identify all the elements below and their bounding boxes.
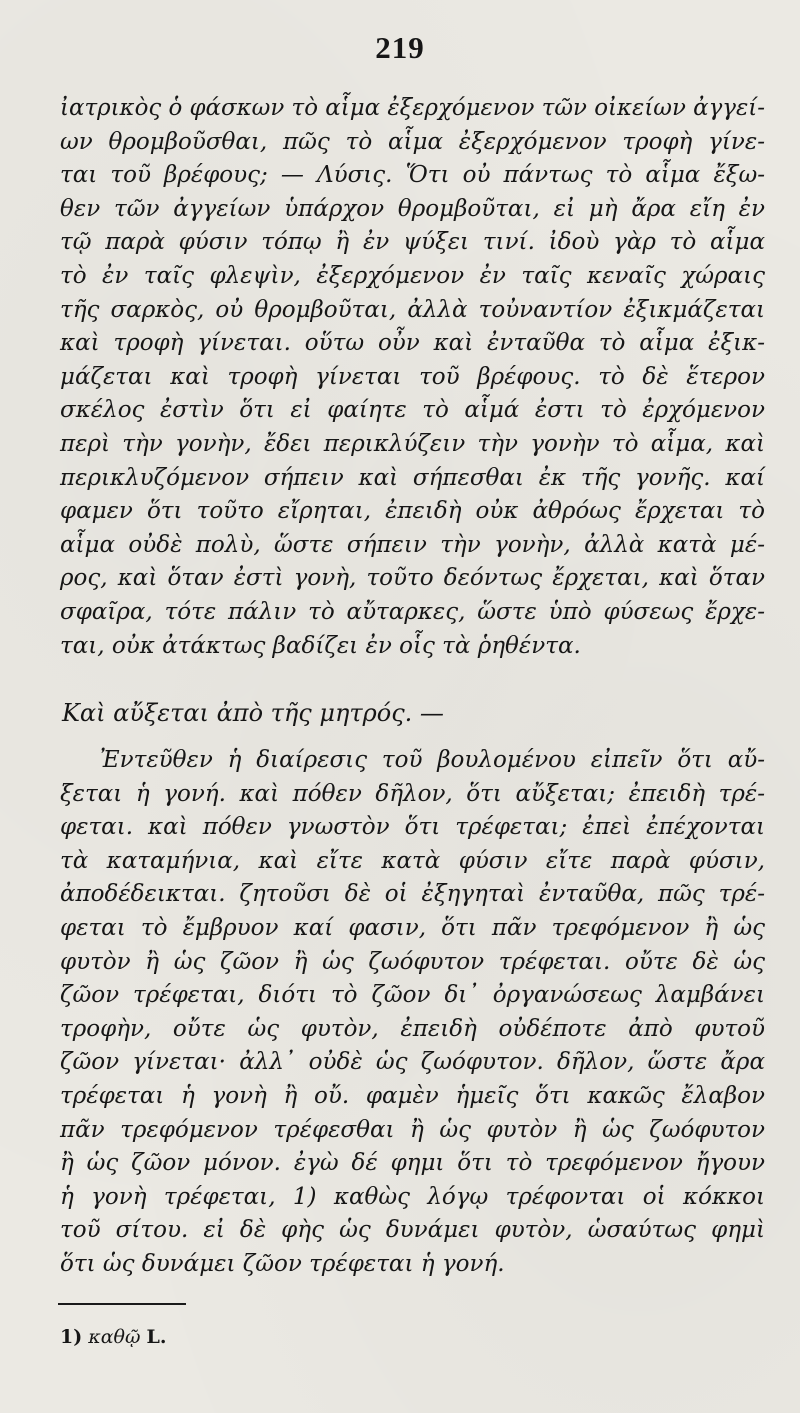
text-line: τῷ παρὰ φύσιν τόπῳ ἢ ἐν ψύξει τινί. ἰδοὺ γὰρ τὸ αἷμα — [60, 229, 765, 256]
text-line: καὶ τροφὴ γίνεται. οὕτω οὖν καὶ ἐνταῦθα τὸ αἷμα ἐξικ- — [60, 330, 765, 357]
text-line: τροφὴν, οὔτε ὡς φυτὸν, ἐπειδὴ οὐδέποτε ἀπὸ φυτοῦ — [60, 1015, 765, 1042]
text-line: ται, οὐκ ἀτάκτως βαδίζει ἐν οἷς τὰ ῥηθέντα. — [60, 632, 581, 659]
text-line: περὶ τὴν γονὴν, ἔδει περικλύζειν τὴν γονὴν τὸ αἷμα, καὶ — [60, 431, 765, 457]
text-line: φαμεν ὅτι τοῦτο εἴρηται, ἐπειδὴ οὐκ ἀθρόως ἔρχεται τὸ — [60, 498, 765, 525]
text-line: ζῶον γίνεται· ἀλλ᾿ οὐδὲ ὡς ζωόφυτον. δῆλον, ὥστε ἄρα — [60, 1049, 765, 1076]
text-line: σκέλος ἐστὶν ὅτι εἰ φαίητε τὸ αἷμά ἐστι τὸ ἐρχόμενον — [60, 397, 765, 424]
text-line: φεται τὸ ἔμβρυον καί φασιν, ὅτι πᾶν τρεφόμενον ἢ ὡς — [60, 915, 765, 941]
text-line: μάζεται καὶ τροφὴ γίνεται τοῦ βρέφους. τὸ δὲ ἕτερον — [60, 363, 765, 390]
section-heading: Καὶ αὔξεται ἀπὸ τῆς μητρός. — — [62, 699, 444, 727]
text-line: Ἐντεῦθεν ἡ διαίρεσις τοῦ βουλομένου εἰπεῖν ὅτι αὔ- — [100, 747, 765, 773]
page-number: 219 — [375, 30, 425, 65]
text-line: τῆς σαρκὸς, οὐ θρομβοῦται, ἀλλὰ τοὐναντίον ἐξικμάζεται — [60, 296, 765, 323]
text-line: ὅτι ὡς δυνάμει ζῶον τρέφεται ἡ γονή. — [60, 1251, 505, 1277]
text-line: ων θρομβοῦσθαι, πῶς τὸ αἷμα ἐξερχόμενον τροφὴ γίνε- — [60, 128, 765, 155]
text-line: ἡ γονὴ τρέφεται, 1) καθὼς λόγῳ τρέφονται οἱ κόκκοι — [60, 1183, 765, 1210]
text-line: τὰ καταμήνια, καὶ εἴτε κατὰ φύσιν εἴτε παρὰ φύσιν, — [60, 847, 765, 874]
text-line: ξεται ἡ γονή. καὶ πόθεν δῆλον, ὅτι αὔξεται; ἐπειδὴ τρέ- — [60, 780, 765, 807]
text-line: περικλυζόμενον σήπειν καὶ σήπεσθαι ἐκ τῆς γονῆς. καί — [60, 464, 765, 491]
text-line: θεν τῶν ἀγγείων ὑπάρχον θρομβοῦται, εἰ μὴ ἄρα εἴη ἐν — [60, 195, 765, 222]
footnote-text: καθῷ — [88, 1326, 141, 1348]
footnote — [60, 1326, 167, 1348]
text-line: τοῦ σίτου. εἰ δὲ φὴς ὡς δυνάμει φυτὸν, ὡσαύτως φημὶ — [60, 1217, 765, 1244]
text-line: ἢ ὡς ζῶον μόνον. ἐγὼ δέ φημι ὅτι τὸ τρεφόμενον ἤγουν — [60, 1150, 765, 1177]
text-line: ρος, καὶ ὅταν ἐστὶ γονὴ, τοῦτο δεόντως ἔρχεται, καὶ ὅταν — [60, 565, 765, 592]
text-line: αἷμα οὐδὲ πολὺ, ὥστε σήπειν τὴν γονὴν, ἀλλὰ κατὰ μέ- — [60, 531, 765, 558]
text-line: ἀποδέδεικται. ζητοῦσι δὲ οἱ ἐξηγηταὶ ἐνταῦθα, πῶς τρέ- — [60, 881, 765, 908]
footnote-separator — [58, 1303, 186, 1305]
text-line: φυτὸν ἢ ὡς ζῶον ἢ ὡς ζωόφυτον τρέφεται. οὔτε δὲ ὡς — [60, 948, 765, 975]
text-line: ται τοῦ βρέφους; — Λύσις. Ὅτι οὐ πάντως τὸ αἷμα ἔξω- — [60, 162, 765, 189]
text-line: πᾶν τρεφόμενον τρέφεσθαι ἢ ὡς φυτὸν ἢ ὡς ζωόφυτον — [60, 1116, 765, 1143]
footnote-marker: 1) — [60, 1326, 83, 1348]
text-line: φεται. καὶ πόθεν γνωστὸν ὅτι τρέφεται; ἐπεὶ ἐπέχονται — [60, 814, 765, 841]
text-line: τρέφεται ἡ γονὴ ἢ οὔ. φαμὲν ἡμεῖς ὅτι κακῶς ἔλαβον — [60, 1083, 765, 1109]
text-line: ἰατρικὸς ὁ φάσκων τὸ αἷμα ἐξερχόμενον τῶν οἰκείων ἀγγεί- — [60, 95, 765, 121]
text-line: ζῶον τρέφεται, διότι τὸ ζῶον δι᾿ ὀργανώσεως λαμβάνει — [60, 982, 765, 1009]
text-line: σφαῖρα, τότε πάλιν τὸ αὔταρκες, ὥστε ὑπὸ φύσεως ἔρχε- — [60, 599, 765, 625]
text-line: τὸ ἐν ταῖς φλεψὶν, ἐξερχόμενον ἐν ταῖς κεναῖς χώραις — [60, 263, 765, 289]
footnote-siglum: L. — [146, 1326, 167, 1348]
